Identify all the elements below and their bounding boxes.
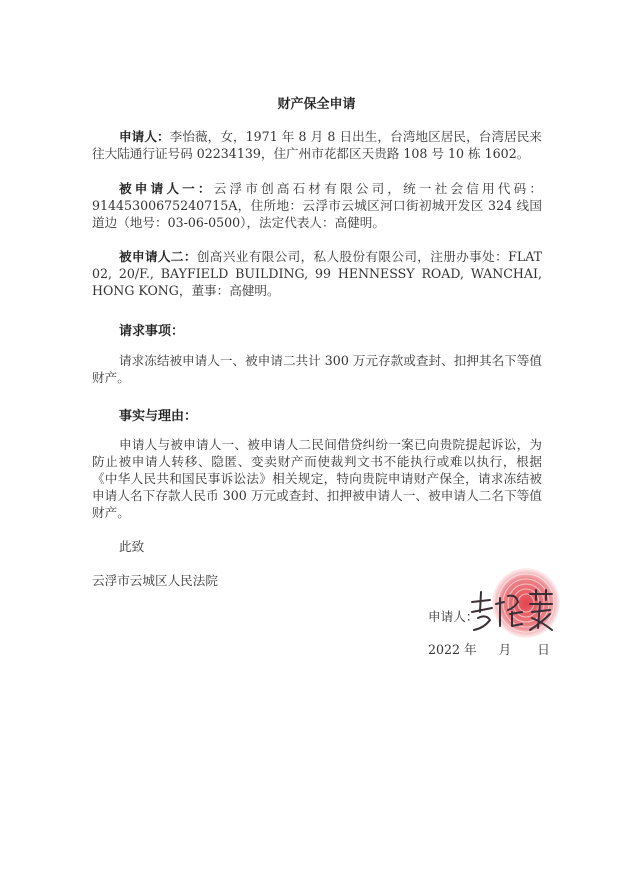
- respondent1-label: 被申请人一：: [119, 181, 214, 196]
- date-day: 日: [537, 642, 550, 657]
- signature-label: 申请人：: [428, 609, 479, 624]
- respondent1-text: 云浮市创高石材有限公司，统一社会信用代码：91445300675240715A，住所地：云浮市云城区河口街初城开发区 324 线国道边（地号：03-06-0500），法定代表人：高健明。: [92, 181, 543, 230]
- respondent2-label: 被申请人二：: [119, 249, 197, 264]
- handwritten-signature: [466, 588, 558, 634]
- signature-date: [428, 641, 550, 658]
- request-paragraph: 请求冻结被申请人一、被申请二共计 300 万元存款或查封、扣押其名下等值财产。: [92, 353, 542, 385]
- facts-paragraph: 申请人与被申请人一、被申请人二民间借贷纠纷一案已向贵院提起诉讼，为防止被申请人转移、隐匿、变卖财产而使裁判文书不能执行或难以执行，根据《中华人民共和国民事诉讼法》相关规定，特向贵院申请财产保全，请求冻结被申请人名下存款人民币 300 万元或查封、扣押被申请人一、被申请人二名下等值财产。: [92, 437, 542, 520]
- respondent2-text: 创高兴业有限公司，私人股份有限公司，注册办事处：FLAT 02, 20/F., BAYFIELD BUILDING, 99 HENNESSY ROAD, WANCHAI, HONG KONG，董事：高健明。: [92, 249, 542, 298]
- applicant-text: 李怡薇，女，1971 年 8 月 8 日出生，台湾地区居民，台湾居民来往大陆通行证号码 02234139，住广州市花都区天贵路 108 号 10 栋 1602。: [92, 129, 543, 161]
- facts-heading: 事实与理由：: [119, 409, 198, 424]
- date-year: 2022 年: [428, 642, 477, 657]
- court-name: 云浮市云城区人民法院: [92, 573, 218, 588]
- respondent1-paragraph: [92, 180, 542, 231]
- applicant-label: 申请人：: [119, 129, 170, 144]
- respondent2-paragraph: [92, 248, 542, 299]
- date-month: 月: [498, 642, 512, 657]
- applicant-paragraph: [92, 128, 542, 162]
- request-heading: 请求事项：: [119, 324, 185, 339]
- document-title: 财产保全申请: [277, 97, 356, 112]
- closing-text: 此致: [119, 539, 145, 554]
